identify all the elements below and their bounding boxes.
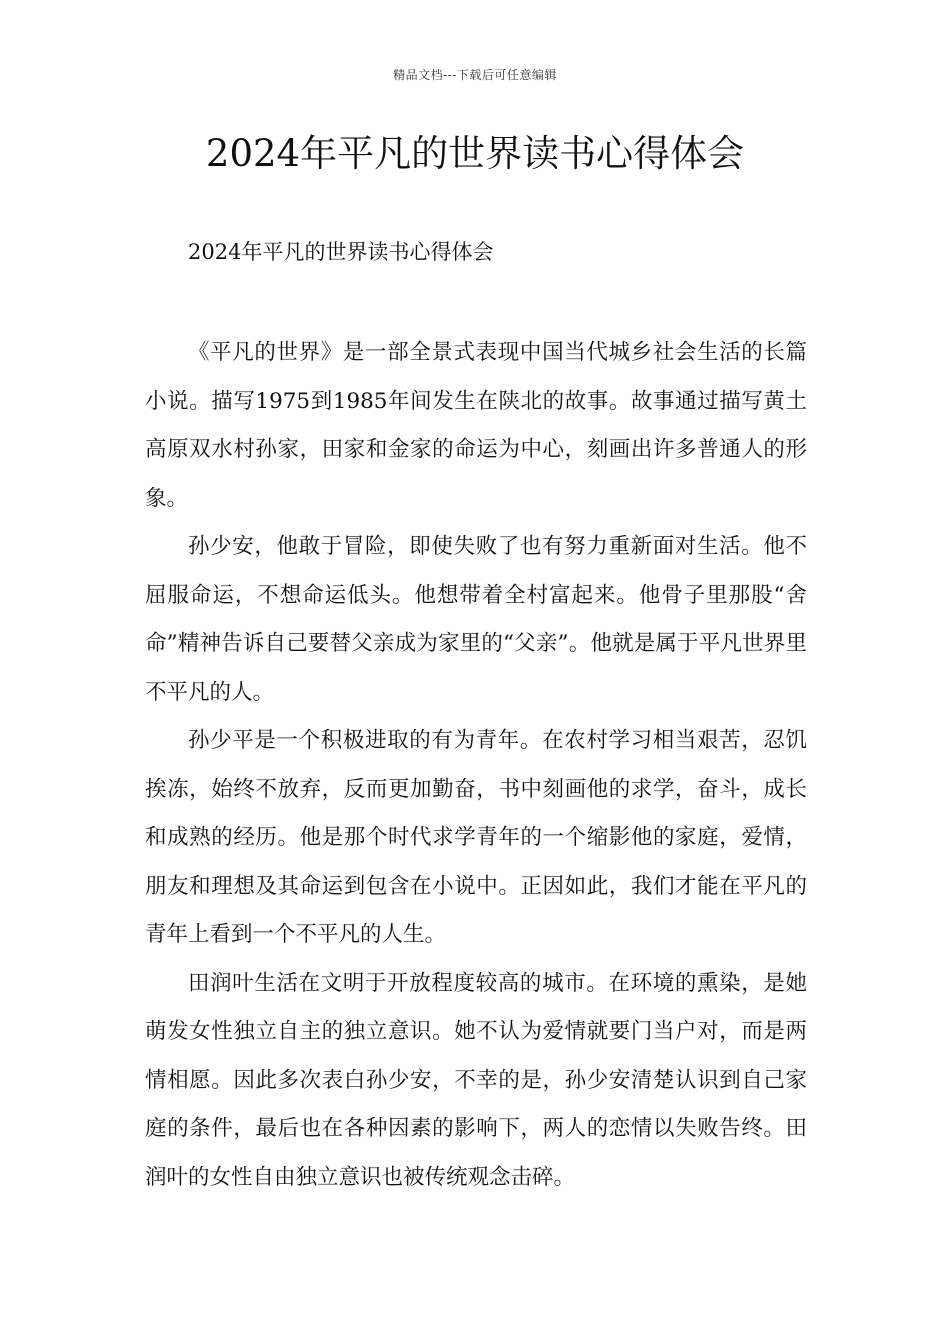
paragraph: 《平凡的世界》是一部全景式表现中国当代城乡社会生活的长篇小说。描写1975到1985年间发生在陕北的故事。故事通过描写黄土高原双水村孙家，田家和金家的命运为中心，刻画出许多普通人的形象。: [145, 340, 807, 511]
document-body: [145, 329, 807, 1202]
document-title: 2024年平凡的世界读书心得体会: [205, 132, 745, 175]
document-subtitle: 2024年平凡的世界读书心得体会: [188, 240, 494, 264]
paragraph: 田润叶生活在文明于开放程度较高的城市。在环境的熏染，是她萌发女性独立自主的独立意识。她不认为爱情就要门当户对，而是两情相愿。因此多次表白孙少安，不幸的是，孙少安清楚认识到自己家庭的条件，最后也在各种因素的影响下，两人的恋情以失败告终。田润叶的女性自由独立意识也被传统观念击碎。: [145, 970, 807, 1190]
header-note: 精品文档---下载后可任意编辑: [393, 68, 557, 82]
paragraph: 孙少安，他敢于冒险，即使失败了也有努力重新面对生活。他不屈服命运，不想命运低头。他想带着全村富起来。他骨子里那股“舍命”精神告诉自己要替父亲成为家里的“父亲”。他就是属于平凡世界里不平凡的人。: [145, 534, 807, 705]
paragraph: 孙少平是一个积极进取的有为青年。在农村学习相当艰苦，忍饥挨冻，始终不放弃，反而更加勤奋，书中刻画他的求学，奋斗，成长和成熟的经历。他是那个时代求学青年的一个缩影他的家庭，爱情，朋友和理想及其命运到包含在小说中。正因如此，我们才能在平凡的青年上看到一个不平凡的人生。: [145, 728, 807, 947]
